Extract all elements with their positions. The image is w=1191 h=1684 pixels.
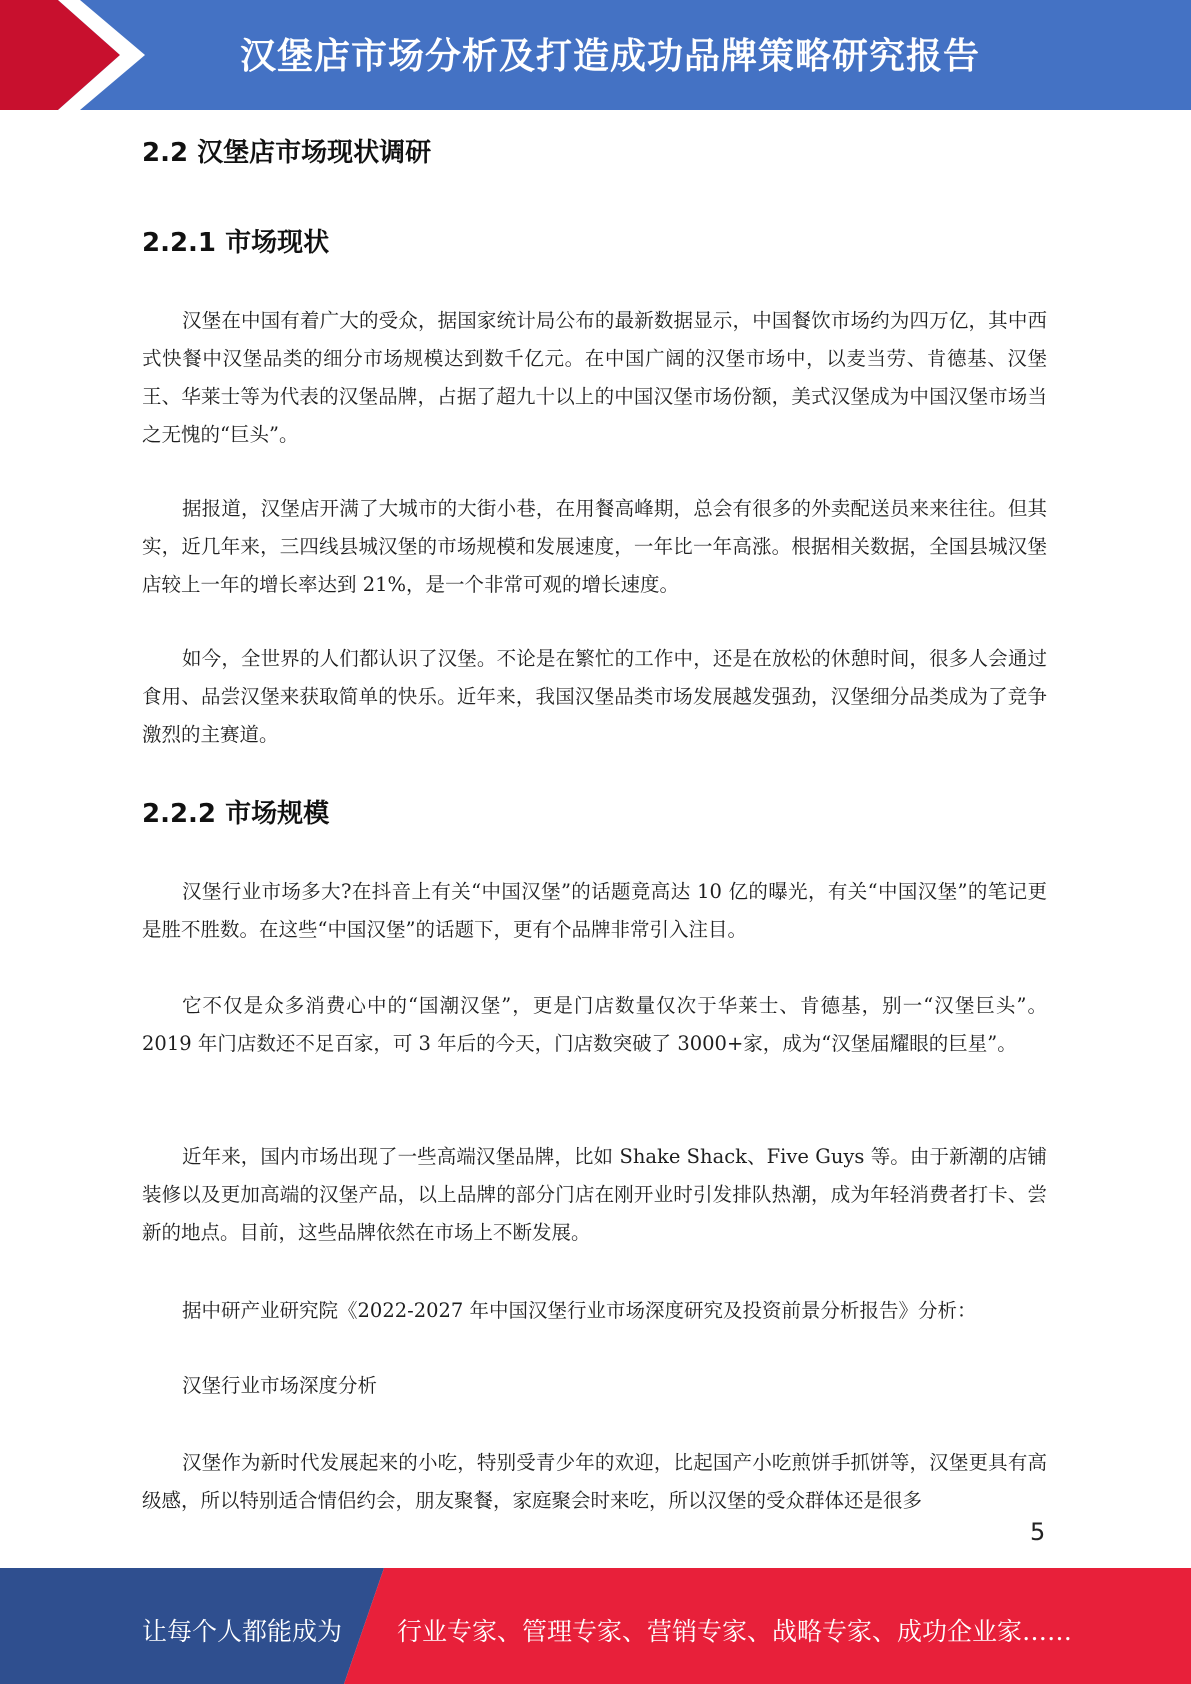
paragraph: 汉堡作为新时代发展起来的小吃，特别受青少年的欢迎，比起国产小吃煎饼手抓饼等，汉堡更具有高级感，所以特别适合情侣约会，朋友聚餐，家庭聚会时来吃，所以汉堡的受众群体还是很多 [142, 1451, 1047, 1512]
page-number: 5 [1030, 1518, 1046, 1546]
header-arrow-decoration [0, 0, 160, 110]
document-title: 汉堡店市场分析及打造成功品牌策略研究报告 [240, 36, 981, 77]
section-heading-2-2-2: 2.2.2 市场规模 [142, 799, 330, 829]
header-banner [0, 0, 1191, 110]
paragraph: 汉堡行业市场深度分析 [182, 1374, 378, 1397]
footer-slogan-right: 行业专家、管理专家、营销专家、战略专家、成功企业家…… [397, 1617, 1073, 1646]
paragraph: 它不仅是众多消费心中的“国潮汉堡”，更是门店数量仅次于华莱士、肯德基，别一“汉堡巨头”。2019 年门店数还不足百家，可 3 年后的今天，门店数突破了 3000+家，成为“汉堡届耀眼的巨星”。 [142, 994, 1047, 1055]
section-heading-2-2: 2.2 汉堡店市场现状调研 [142, 138, 432, 168]
footer-banner [0, 1568, 1191, 1684]
paragraph: 据报道，汉堡店开满了大城市的大街小巷，在用餐高峰期，总会有很多的外卖配送员来来往往。但其实，近几年来，三四线县城汉堡的市场规模和发展速度，一年比一年高涨。根据相关数据，全国县城汉堡店较上一年的增长率达到 21%，是一个非常可观的增长速度。 [142, 497, 1047, 596]
paragraph: 如今，全世界的人们都认识了汉堡。不论是在繁忙的工作中，还是在放松的休憩时间，很多人会通过食用、品尝汉堡来获取简单的快乐。近年来，我国汉堡品类市场发展越发强劲，汉堡细分品类成为了竞争激烈的主赛道。 [142, 647, 1047, 746]
paragraph: 据中研产业研究院《2022-2027 年中国汉堡行业市场深度研究及投资前景分析报告》分析： [182, 1299, 977, 1322]
section-heading-2-2-1: 2.2.1 市场现状 [142, 228, 330, 258]
paragraph: 近年来，国内市场出现了一些高端汉堡品牌，比如 Shake Shack、Five Guys 等。由于新潮的店铺装修以及更加高端的汉堡产品，以上品牌的部分门店在刚开业时引发排队热潮，成为年轻消费者打卡、尝新的地点。目前，这些品牌依然在市场上不断发展。 [142, 1145, 1047, 1244]
footer-slogan-left: 让每个人都能成为 [142, 1617, 343, 1646]
paragraph: 汉堡行业市场多大?在抖音上有关“中国汉堡”的话题竟高达 10 亿的曝光，有关“中国汉堡”的笔记更是胜不胜数。在这些“中国汉堡”的话题下，更有个品牌非常引入注目。 [142, 880, 1047, 941]
paragraph: 汉堡在中国有着广大的受众，据国家统计局公布的最新数据显示，中国餐饮市场约为四万亿，其中西式快餐中汉堡品类的细分市场规模达到数千亿元。在中国广阔的汉堡市场中，以麦当劳、肯德基、汉堡王、华莱士等为代表的汉堡品牌，占据了超九十以上的中国汉堡市场份额，美式汉堡成为中国汉堡市场当之无愧的“巨头”。 [142, 309, 1047, 446]
